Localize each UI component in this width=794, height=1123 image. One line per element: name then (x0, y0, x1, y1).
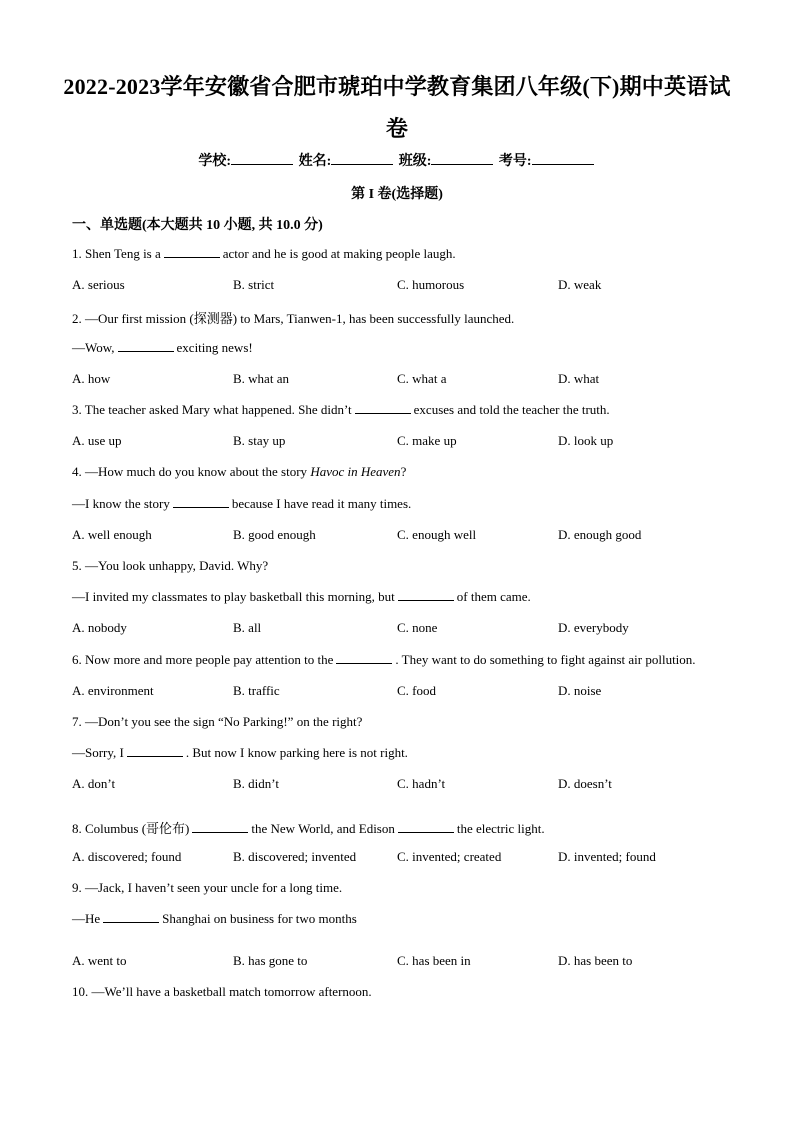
answer-blank (398, 589, 454, 601)
option-b[interactable]: B. strict (233, 277, 275, 292)
option-b[interactable]: B. what an (233, 371, 289, 386)
answer-blank (173, 496, 229, 508)
question-4-response: —I know the story because I have read it many times. (72, 496, 412, 511)
volume-heading: 第 I 卷(选择题) (351, 187, 443, 202)
exam-title-continued: 卷 (385, 116, 409, 141)
question-9-response: —He Shanghai on business for two months (72, 911, 357, 926)
answer-blank (164, 246, 220, 258)
question-9-text: 9. —Jack, I haven’t seen your uncle for a long time. (72, 880, 343, 895)
question-3-text: 3. The teacher asked Mary what happened. She didn’t excuses and told the teacher the truth. (72, 402, 610, 417)
option-b[interactable]: B. all (233, 620, 262, 635)
exam-number-label: 考号: (498, 154, 532, 169)
class-field[interactable] (431, 152, 493, 165)
option-a[interactable]: A. environment (72, 683, 154, 698)
option-a[interactable]: A. how (72, 371, 111, 386)
option-c[interactable]: C. none (397, 620, 438, 635)
option-c[interactable]: C. food (397, 683, 436, 698)
option-c[interactable]: C. has been in (397, 953, 471, 968)
option-c[interactable]: C. humorous (397, 277, 465, 292)
answer-blank (118, 340, 174, 352)
option-c[interactable]: C. make up (397, 433, 457, 448)
school-field[interactable] (231, 152, 293, 165)
option-b[interactable]: B. stay up (233, 433, 286, 448)
option-b[interactable]: B. discovered; invented (233, 849, 357, 864)
option-d[interactable]: D. enough good (558, 527, 642, 542)
option-a[interactable]: A. serious (72, 277, 125, 292)
option-d[interactable]: D. look up (558, 433, 614, 448)
exam-number-field[interactable] (532, 152, 594, 165)
question-4-text: 4. —How much do you know about the story Havoc in Heaven? (72, 464, 407, 479)
option-a[interactable]: A. don’t (72, 776, 116, 791)
question-5-text: 5. —You look unhappy, David. Why? (72, 558, 269, 573)
option-c[interactable]: C. invented; created (397, 849, 502, 864)
answer-blank (192, 821, 248, 833)
option-b[interactable]: B. has gone to (233, 953, 308, 968)
option-d[interactable]: D. what (558, 371, 600, 386)
answer-blank (336, 652, 392, 664)
option-d[interactable]: D. everybody (558, 620, 629, 635)
section-heading: 一、单选题(本大题共 10 小题, 共 10.0 分) (72, 218, 323, 233)
name-field[interactable] (331, 152, 393, 165)
option-a[interactable]: A. discovered; found (72, 849, 182, 864)
answer-blank (103, 911, 159, 923)
question-2-response: —Wow, exciting news! (72, 340, 253, 355)
option-a[interactable]: A. use up (72, 433, 122, 448)
option-b[interactable]: B. traffic (233, 683, 280, 698)
story-title: Havoc in Heaven (310, 464, 401, 479)
question-6-text: 6. Now more and more people pay attention to the . They want to do something to fight against air pollution. (72, 652, 696, 667)
option-d[interactable]: D. weak (558, 277, 602, 292)
option-d[interactable]: D. invented; found (558, 849, 656, 864)
option-a[interactable]: A. went to (72, 953, 127, 968)
option-b[interactable]: B. didn’t (233, 776, 279, 791)
question-1-text: 1. Shen Teng is a actor and he is good at making people laugh. (72, 246, 456, 261)
option-c[interactable]: C. hadn’t (397, 776, 446, 791)
option-c[interactable]: C. what a (397, 371, 447, 386)
option-d[interactable]: D. doesn’t (558, 776, 612, 791)
option-d[interactable]: D. has been to (558, 953, 633, 968)
class-label: 班级: (398, 154, 432, 169)
question-10-text: 10. —We’ll have a basketball match tomorrow afternoon. (72, 984, 372, 999)
option-a[interactable]: A. well enough (72, 527, 152, 542)
exam-title: 2022-2023学年安徽省合肥市琥珀中学教育集团八年级(下)期中英语试 (63, 74, 731, 99)
question-7-text: 7. —Don’t you see the sign “No Parking!” on the right? (72, 714, 363, 729)
question-7-response: —Sorry, I . But now I know parking here is not right. (72, 745, 408, 760)
option-c[interactable]: C. enough well (397, 527, 477, 542)
answer-blank (398, 821, 454, 833)
question-8-text: 8. Columbus (哥伦布) the New World, and Edison the electric light. (72, 821, 545, 836)
option-a[interactable]: A. nobody (72, 620, 127, 635)
option-b[interactable]: B. good enough (233, 527, 316, 542)
name-label: 姓名: (298, 154, 332, 169)
answer-blank (127, 745, 183, 757)
student-info-row (0, 150, 794, 170)
question-2-text: 2. —Our first mission (探测器) to Mars, Tianwen-1, has been successfully launched. (72, 311, 515, 326)
school-label: 学校: (198, 154, 232, 169)
answer-blank (355, 402, 411, 414)
question-5-response: —I invited my classmates to play basketball this morning, but of them came. (72, 589, 531, 604)
option-d[interactable]: D. noise (558, 683, 602, 698)
